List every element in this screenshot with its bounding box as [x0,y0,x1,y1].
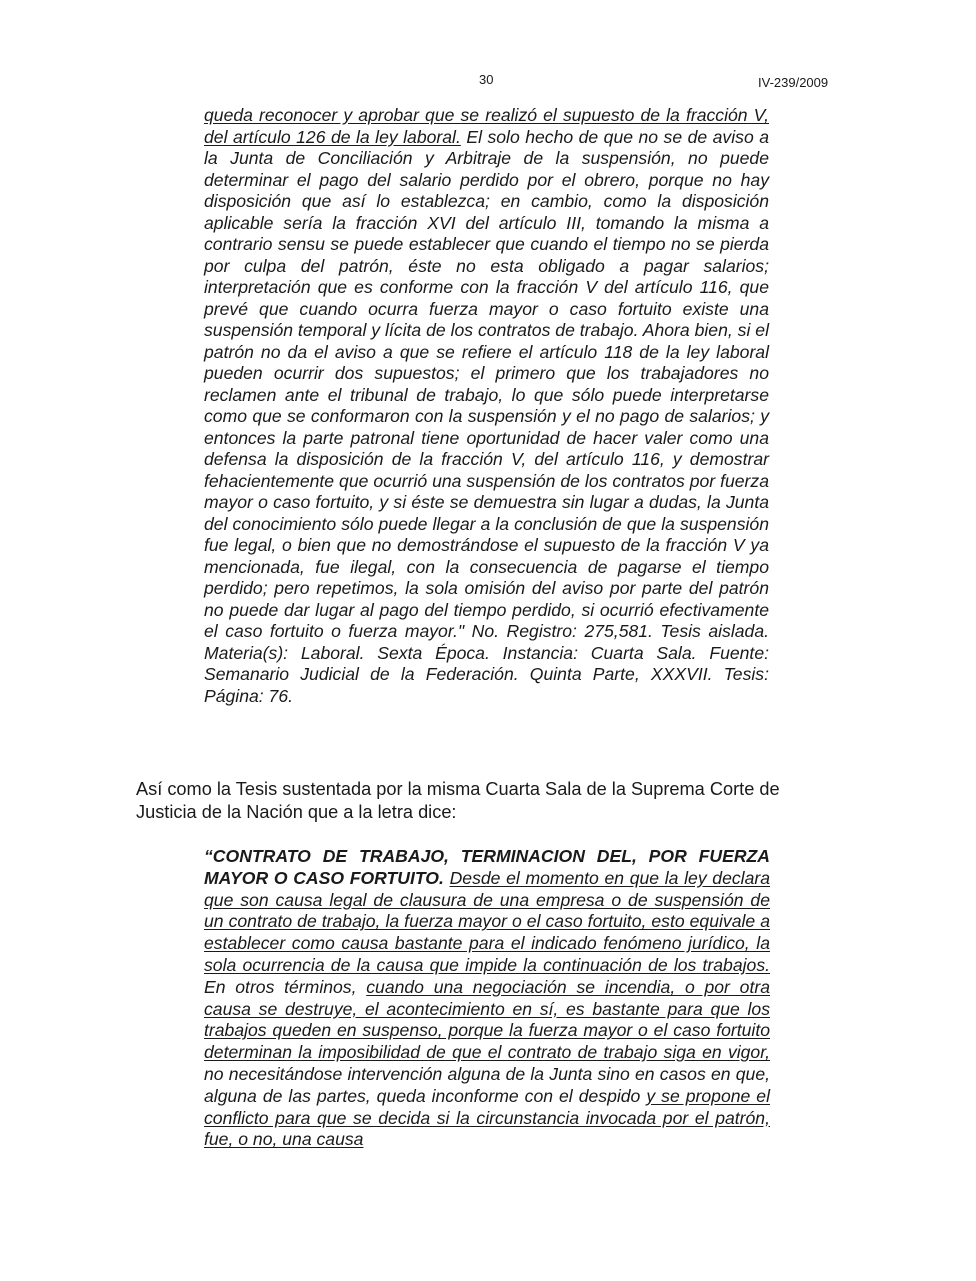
quote2-text-segment-2: no necesitándose intervención alguna de la Junta sino en casos en que, alguna de las partes, queda inconforme con el despido [204,1063,770,1106]
quoted-thesis-continuation [204,105,769,707]
page-number: 30 [479,72,494,87]
file-number: IV-239/2009 [758,75,829,90]
quote2-underlined-segment-1: Desde el momento en que la ley declara que son causa legal de clausura de una empresa o de suspensión de un contrato de trabajo, la fuerza mayor o el caso fortuito, esto equivale a establecer como causa bastante para el indicado fenómeno jurídico, la sola ocurrencia de la causa que impide la continuación de los trabajos. [204,867,771,975]
quote1-underlined-segment: queda reconocer y aprobar que se realizó el supuesto de la fracción V, del artículo 126 de la ley laboral. [204,105,769,147]
quoted-thesis [204,846,770,1151]
quote2-text-segment-1: En otros términos, [204,976,367,997]
quote2-underlined-segment-3: y se propone el conflicto para que se decida si la circunstancia invocada por el patrón, fue, o no, una causa [204,1085,770,1150]
quote1-text-segment: El solo hecho de que no se de aviso a la Junta de Conciliación y Arbitraje de la suspensión, no puede determinar el pago del salario perdido por el obrero, porque no hay disposición que así lo establezca; en cambio, como la disposición aplicable sería la fracción XVI del artículo III, tomando la misma a contrario sensu se puede establecer que cuando el tiempo no se pierda por culpa del patrón, éste no esta obligado a pagar salarios; interpretación que es conforme con la fracción V del artículo 116, que prevé que cuando ocurra fuerza mayor o caso fortuito existe una suspensión temporal y lícita de los contratos de trabajo. Ahora bien, si el patrón no da el aviso a que se refiere el artículo 118 de la ley laboral pueden ocurrir dos supuestos; el primero que los trabajadores no reclamen ante el tribunal de trabajo, lo que sólo puede interpretarse como que se conformaron con la suspensión y el no pago de salarios; y entonces la parte patronal tiene oportunidad de hacer valer como una defensa la disposición de la fracción V, del artículo 116, y demostrar fehacientemente que ocurrió una suspensión de los contratos por fuerza mayor o caso fortuito, y si éste se demuestra sin lugar a dudas, la Junta del conocimiento sólo puede llegar a la conclusión de que la suspensión fue legal, o bien que no demostrándose el supuesto de la fracción V ya mencionada, fue ilegal, con la consecuencia de pagarse el tiempo perdido; pero repetimos, la sola omisión del aviso por parte del patrón no puede dar lugar al pago del tiempo perdido, si ocurrió efectivamente el caso fortuito o fuerza mayor." No. Registro: 275,581. Tesis aislada. Materia(s): Laboral. Sexta Época. Instancia: Cuarta Sala. Fuente: Semanario Judicial de la Federación. Quinta Parte, XXXVII. Tesis: Página: 76. [204,126,769,706]
body-paragraph: Así como la Tesis sustentada por la misma Cuarta Sala de la Suprema Corte de Justicia de la Nación que a la letra dice: [136,779,780,822]
thesis-heading: “CONTRATO DE TRABAJO, TERMINACION DEL, POR FUERZA MAYOR O CASO FORTUITO. [204,846,770,888]
quote2-underlined-segment-2: cuando una negociación se incendia, o por otra causa se destruye, el acontecimiento en sí, es bastante para que los trabajos queden en suspenso, porque la fuerza mayor o el caso fortuito determinan la imposibilidad de que el contrato de trabajo siga en vigor, [204,976,770,1063]
